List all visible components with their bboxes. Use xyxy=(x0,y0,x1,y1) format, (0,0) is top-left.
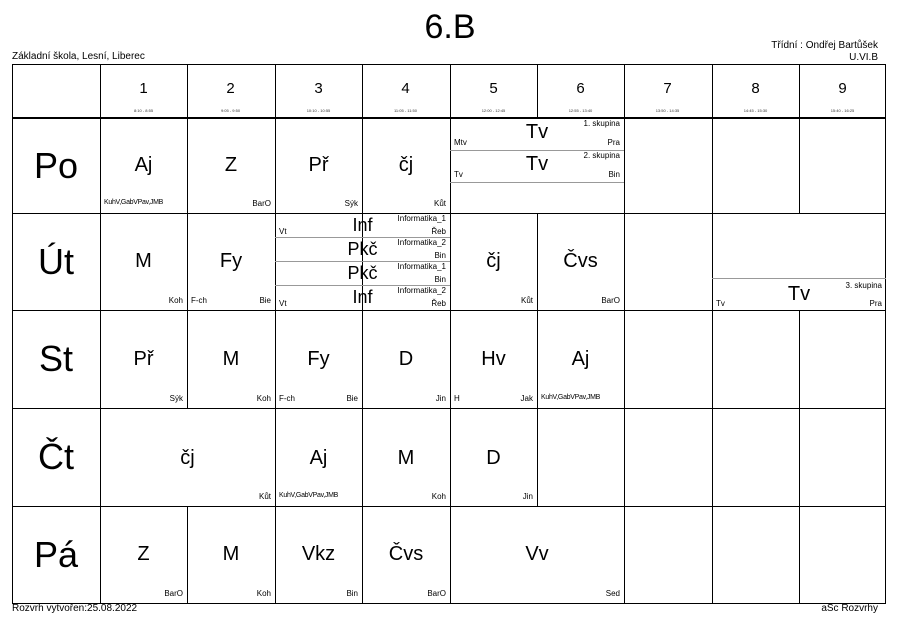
lesson-cell-group[interactable] xyxy=(712,278,886,310)
school-name: Základní škola, Lesní, Liberec xyxy=(12,51,145,62)
period-number: 1 xyxy=(139,80,148,97)
period-time: 8:10 - 8:55 xyxy=(133,108,154,113)
teacher-label: Řeb xyxy=(431,227,446,236)
subject-label: Z xyxy=(137,543,150,565)
room-label: F-ch xyxy=(279,394,295,403)
teacher-label: BarO xyxy=(601,296,620,305)
subject-label: Fy xyxy=(307,348,330,370)
subject-label: čj xyxy=(180,447,195,469)
teacher-label: BarO xyxy=(252,199,271,208)
lesson-cell[interactable] xyxy=(187,214,275,310)
room-label: F-ch xyxy=(191,296,207,305)
teacher-label: Řeb xyxy=(431,299,446,308)
subject-label: D xyxy=(398,348,414,370)
period-time: 12:00 - 12:45 xyxy=(481,108,506,113)
period-time: 11:05 - 11:50 xyxy=(394,108,417,113)
subject-label: Tv xyxy=(787,283,811,305)
teacher-label: Jak xyxy=(520,394,533,403)
subject-label: M xyxy=(222,543,240,565)
subject-label: Př xyxy=(133,348,154,370)
lesson-cell-group[interactable] xyxy=(450,151,624,183)
grid-line xyxy=(712,64,713,604)
group-label: Informatika_1 xyxy=(397,262,446,271)
lesson-cell[interactable] xyxy=(187,311,275,408)
lesson-cell[interactable] xyxy=(450,507,624,603)
teacher-label: Pra xyxy=(869,299,882,308)
period-time: 10:10 - 10:55 xyxy=(306,108,331,113)
room-label: Vt xyxy=(279,299,287,308)
teacher-label: Kůt xyxy=(258,492,271,501)
group-label: 2. skupina xyxy=(583,151,620,160)
lesson-cell[interactable] xyxy=(362,409,450,506)
teacher-label: Koh xyxy=(168,296,183,305)
period-time: 13:50 - 14:35 xyxy=(655,108,680,113)
teacher-label: KuhV,GabVPav,JMB xyxy=(541,394,601,401)
teacher-label: Bin xyxy=(346,589,358,598)
teacher-label: Kůt xyxy=(520,296,533,305)
subject-label: Vkz xyxy=(301,543,336,565)
subject-label: Aj xyxy=(134,154,153,176)
room-label: H xyxy=(454,394,460,403)
teacher-label: Bin xyxy=(434,275,446,284)
created-date: Rozvrh vytvořen:25.08.2022 xyxy=(12,603,138,614)
subject-label: Vv xyxy=(525,543,549,565)
software-brand: aSc Rozvrhy xyxy=(821,603,878,614)
period-time: 14:45 - 15:30 xyxy=(743,108,768,113)
subject-label: čj xyxy=(398,154,414,176)
lesson-cell[interactable] xyxy=(450,214,537,310)
subject-label: M xyxy=(222,348,240,370)
lesson-cell[interactable] xyxy=(362,119,450,213)
teacher-label: Bie xyxy=(346,394,358,403)
subject-label: M xyxy=(135,250,152,272)
class-teacher-info xyxy=(771,40,878,64)
room-code: U.VI.B xyxy=(849,52,878,63)
teacher-label: Jin xyxy=(435,394,446,403)
subject-label: Fy xyxy=(219,250,243,272)
room-label: Vt xyxy=(279,227,287,236)
period-number: 2 xyxy=(226,80,235,97)
lesson-cell[interactable] xyxy=(100,409,275,506)
lesson-cell[interactable] xyxy=(100,119,187,213)
timetable-title: 6.B xyxy=(424,8,476,46)
lesson-cell[interactable] xyxy=(187,119,275,213)
lesson-cell[interactable] xyxy=(275,409,362,506)
lesson-cell[interactable] xyxy=(450,311,537,408)
group-label: 1. skupina xyxy=(583,119,620,128)
lesson-cell[interactable] xyxy=(100,311,187,408)
subject-label: Př xyxy=(308,154,329,176)
lesson-cell-group[interactable] xyxy=(450,119,624,151)
subject-label: Pkč xyxy=(347,239,378,259)
day-label: St xyxy=(38,338,73,379)
grid-line xyxy=(624,64,625,604)
class-teacher: Třídní : Ondřej Bartůšek xyxy=(771,40,878,51)
subject-label: Čvs xyxy=(563,250,598,272)
teacher-label: KuhV,GabVPav,JMB xyxy=(104,199,164,206)
lesson-cell[interactable] xyxy=(275,119,362,213)
teacher-label: BarO xyxy=(427,589,446,598)
lesson-cell[interactable] xyxy=(362,507,450,603)
teacher-label: KuhV,GabVPav,JMB xyxy=(279,492,339,499)
period-time: 12:55 - 13:40 xyxy=(568,108,593,113)
group-label: 3. skupina xyxy=(845,281,882,290)
lesson-cell[interactable] xyxy=(537,214,624,310)
subject-label: Tv xyxy=(525,153,549,175)
period-number: 5 xyxy=(489,80,498,97)
teacher-label: Koh xyxy=(431,492,446,501)
subject-label: Inf xyxy=(352,287,373,307)
teacher-label: Bin xyxy=(434,251,446,260)
teacher-label: Sed xyxy=(605,589,620,598)
period-time: 15:40 - 16:25 xyxy=(830,108,855,113)
teacher-label: Sýk xyxy=(344,199,358,208)
lesson-cell[interactable] xyxy=(275,311,362,408)
period-number: 6 xyxy=(576,80,585,97)
teacher-label: Sýk xyxy=(169,394,183,403)
period-number: 4 xyxy=(401,80,410,97)
subject-label: Z xyxy=(224,154,238,176)
group-label: Informatika_2 xyxy=(397,238,446,247)
subject-label: Tv xyxy=(525,121,549,143)
teacher-label: Koh xyxy=(256,394,271,403)
subject-label: Hv xyxy=(481,348,506,370)
teacher-label: Bin xyxy=(608,170,620,179)
teacher-label: BarO xyxy=(164,589,183,598)
lesson-cell[interactable] xyxy=(187,507,275,603)
lesson-cell[interactable] xyxy=(100,214,187,310)
subject-label: Čvs xyxy=(388,543,424,565)
lesson-cell[interactable] xyxy=(450,409,537,506)
group-label: Informatika_1 xyxy=(397,214,446,223)
teacher-label: Koh xyxy=(256,589,271,598)
subject-label: D xyxy=(486,447,501,469)
teacher-label: Jin xyxy=(522,492,533,501)
subject-label: Pkč xyxy=(347,263,378,283)
lesson-cell[interactable] xyxy=(537,311,624,408)
teacher-label: Kůt xyxy=(433,199,446,208)
group-label: Informatika_2 xyxy=(397,286,446,295)
day-label: Po xyxy=(33,145,79,186)
day-label: Čt xyxy=(38,436,74,477)
teacher-label: Bie xyxy=(259,296,271,305)
subject-label: čj xyxy=(486,250,501,272)
period-number: 9 xyxy=(838,80,847,97)
period-time: 9:05 - 9:50 xyxy=(220,108,241,113)
day-label: Pá xyxy=(33,534,79,575)
subject-label: Inf xyxy=(352,215,373,235)
room-label: Mtv xyxy=(454,138,467,147)
room-label: Tv xyxy=(716,299,725,308)
period-number: 3 xyxy=(314,80,323,97)
day-label: Út xyxy=(38,241,74,282)
grid-line xyxy=(799,64,800,604)
subject-label: Aj xyxy=(571,348,590,370)
lesson-cell[interactable] xyxy=(275,507,362,603)
period-number: 7 xyxy=(663,80,672,97)
group-divider xyxy=(450,182,624,183)
lesson-cell[interactable] xyxy=(362,311,450,408)
room-label: Tv xyxy=(454,170,463,179)
period-number: 8 xyxy=(751,80,760,97)
subject-label: Aj xyxy=(309,447,328,469)
lesson-cell[interactable] xyxy=(100,507,187,603)
subject-label: M xyxy=(397,447,415,469)
teacher-label: Pra xyxy=(607,138,620,147)
